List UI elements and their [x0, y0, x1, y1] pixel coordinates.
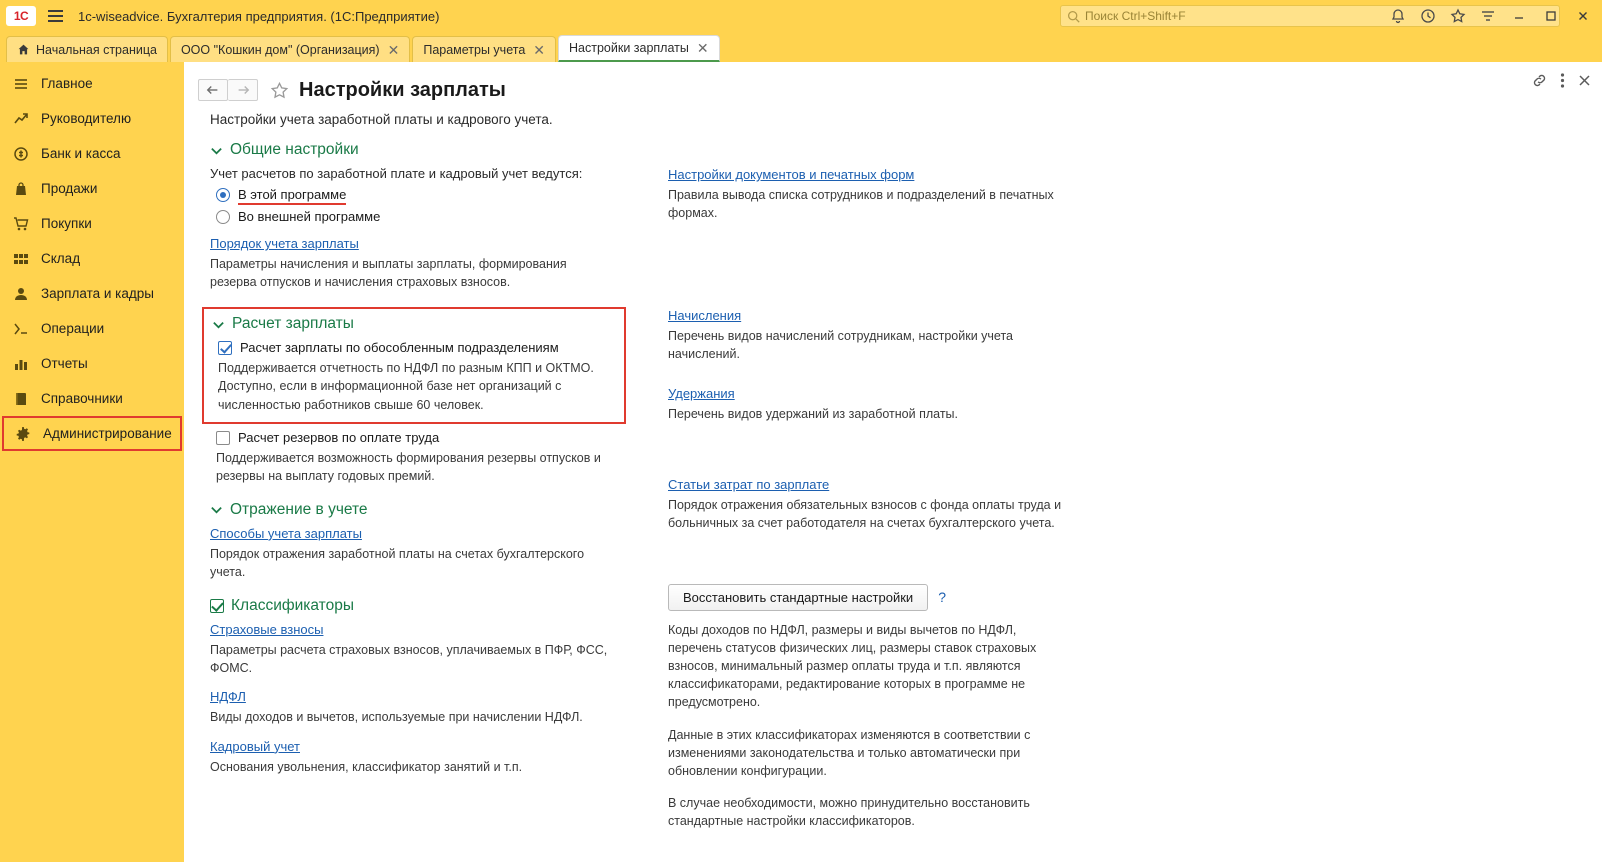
sidebar-item-label: Продажи	[41, 181, 98, 196]
book-icon	[12, 390, 30, 408]
tab-strip	[0, 32, 1602, 62]
radio-in-this-program[interactable]	[216, 187, 646, 205]
search-icon	[1067, 10, 1080, 23]
document-print-settings-description: Правила вывода списка сотрудников и подразделений в печатных формах.	[668, 188, 1054, 221]
content-header	[184, 62, 1602, 106]
chart-up-icon	[12, 110, 30, 128]
grid-icon	[12, 250, 30, 268]
sidebar-item-label: Руководителю	[41, 111, 132, 126]
menu-lines-icon	[12, 75, 30, 93]
back-arrow-icon[interactable]	[198, 79, 228, 101]
home-icon	[17, 43, 30, 56]
tab-close-icon[interactable]: ✕	[533, 41, 546, 58]
separate-divisions-description: Поддерживается отчетность по НДФЛ по разным КПП и ОКТМО. Доступно, если в информационной базе нет организаций с численностью работников свыше 60 человек.	[218, 361, 594, 412]
sidebar-item-purchases[interactable]	[0, 206, 184, 241]
radio-in-external-program[interactable]	[216, 209, 646, 224]
link-hr-accounting[interactable]: Кадровый учет	[210, 738, 300, 754]
more-menu-icon[interactable]	[1560, 72, 1565, 92]
sidebar-item-label: Администрирование	[43, 426, 172, 441]
checkbox-separate-divisions[interactable]	[218, 340, 616, 355]
link-insurance-contributions[interactable]: Страховые взносы	[210, 622, 324, 638]
help-icon[interactable]: ?	[938, 589, 946, 606]
group-general-settings	[210, 141, 646, 291]
group-payroll-header[interactable]	[212, 315, 616, 333]
restore-description-2: Данные в этих классификаторах изменяются в соответствии с изменениями законодательства и только автоматически при обновлении конфигурации.	[668, 727, 1031, 778]
section-restore-defaults	[668, 584, 1116, 830]
gear-icon	[14, 425, 32, 443]
chevron-down-icon	[210, 144, 223, 157]
restore-description-1: Коды доходов по НДФЛ, размеры и виды вычетов по НДФЛ, перечень статусов физических лиц, размеры ставок страховых взносов, минимальный размер оплаты труда и т.п. являются классификаторами, редактирование которых в программе не предусмотрено.	[668, 622, 1037, 710]
sidebar-item-label: Склад	[41, 251, 81, 266]
close-icon[interactable]	[1577, 73, 1592, 91]
ndfl-description: Виды доходов и вычетов, используемые при начислении НДФЛ.	[210, 710, 583, 725]
tab-home[interactable]	[6, 36, 168, 62]
restore-default-settings-button[interactable]: Восстановить стандартные настройки	[668, 584, 928, 611]
forward-arrow-icon[interactable]	[228, 79, 258, 101]
sidebar-item-manager[interactable]	[0, 101, 184, 136]
person-icon	[12, 285, 30, 303]
tab-label: ООО "Кошкин дом" (Организация)	[180, 42, 380, 57]
filter-icon[interactable]	[1474, 2, 1502, 30]
checkbox-labor-reserves[interactable]	[216, 430, 646, 445]
chevron-down-icon	[210, 503, 223, 516]
add-favorite-icon[interactable]	[270, 81, 289, 100]
radio-button-icon	[216, 188, 230, 202]
app-title: 1c-wiseadvice. Бухгалтерия предприятия. (1С:Предприятие)	[78, 8, 440, 24]
sidebar-item-label: Главное	[41, 76, 93, 91]
link-ndfl[interactable]: НДФЛ	[210, 689, 246, 705]
section-accruals	[668, 308, 1116, 363]
salary-cost-items-description: Порядок отражения обязательных взносов с фонда оплаты труда и больничных за счет работодателя на счетах бухгалтерского учета.	[668, 497, 1062, 530]
section-cost-items	[668, 477, 1116, 532]
payroll-highlight-box	[202, 307, 626, 423]
close-icon[interactable]	[1568, 2, 1598, 30]
checkbox-icon	[218, 341, 232, 355]
tab-label: Настройки зарплаты	[569, 41, 689, 55]
accounting-mode-label: Учет расчетов по заработной плате и кадровый учет ведутся:	[210, 166, 583, 181]
bar-chart-icon	[12, 355, 30, 373]
tab-close-icon[interactable]: ✕	[387, 41, 400, 58]
section-deductions	[668, 386, 1116, 423]
titlebar-actions	[1384, 0, 1598, 32]
section-documents-forms	[668, 167, 1116, 222]
link-accruals[interactable]: Начисления	[668, 308, 742, 324]
sidebar-item-main[interactable]	[0, 66, 184, 101]
checkbox-icon	[216, 431, 230, 445]
sidebar-item-label: Зарплата и кадры	[41, 286, 154, 301]
sidebar-item-reports[interactable]	[0, 346, 184, 381]
search-placeholder-text: Поиск Ctrl+Shift+F	[1085, 9, 1186, 23]
sidebar-item-salary-hr[interactable]	[0, 276, 184, 311]
sidebar-item-label: Операции	[41, 321, 105, 336]
link-deductions[interactable]: Удержания	[668, 385, 735, 401]
minimize-icon[interactable]	[1504, 2, 1534, 30]
group-title-label: Классификаторы	[231, 597, 354, 615]
app-body	[0, 62, 1602, 862]
content-area	[184, 62, 1602, 862]
page-subtitle: Настройки учета заработной платы и кадрового учета.	[210, 112, 553, 127]
salary-accounting-methods-description: Порядок отражения заработной платы на счетах бухгалтерского учета.	[210, 546, 585, 579]
group-title-label: Отражение в учете	[230, 500, 368, 518]
payroll-order-description: Параметры начисления и выплаты зарплаты, формирования резерва отпусков и начисления страховых взносов.	[210, 257, 567, 290]
sidebar	[0, 62, 184, 862]
cart-icon	[12, 215, 30, 233]
main-menu-icon[interactable]	[42, 4, 68, 28]
tab-salary-settings[interactable]	[558, 35, 720, 62]
classifiers-checkbox-icon[interactable]	[210, 599, 224, 613]
tab-organization[interactable]	[170, 36, 410, 62]
bag-icon	[12, 180, 30, 198]
deductions-description: Перечень видов удержаний из заработной платы.	[668, 406, 959, 421]
group-payroll-calculation	[210, 307, 646, 485]
link-document-print-settings[interactable]: Настройки документов и печатных форм	[668, 167, 915, 182]
checkbox-label: Расчет резервов по оплате труда	[238, 429, 440, 445]
checkbox-label: Расчет зарплаты по обособленным подразделениям	[240, 340, 559, 356]
page-title: Настройки зарплаты	[299, 78, 506, 101]
group-reflection-header[interactable]	[210, 501, 646, 519]
left-column	[184, 141, 646, 846]
settings-columns	[184, 127, 1602, 846]
sidebar-item-operations[interactable]	[0, 311, 184, 346]
group-title-label: Общие настройки	[230, 141, 359, 158]
chevron-down-icon	[212, 318, 225, 331]
sidebar-item-directories[interactable]	[0, 381, 184, 416]
spacer	[668, 238, 1116, 308]
group-general-header[interactable]	[210, 141, 646, 159]
tab-label: Параметры учета	[423, 42, 526, 57]
radio-label: Во внешней программе	[238, 209, 381, 224]
app-logo: 1C	[6, 6, 36, 26]
ax-icon	[12, 320, 30, 338]
link-icon[interactable]	[1531, 72, 1548, 92]
restore-description-3: В случае необходимости, можно принудительно восстановить стандартные настройки классификаторов.	[668, 795, 1030, 828]
link-payroll-order[interactable]: Порядок учета зарплаты	[210, 236, 359, 251]
insurance-contributions-description: Параметры расчета страховых взносов, уплачиваемых в ПФР, ФСС, ФОМС.	[210, 643, 608, 676]
tab-accounting-params[interactable]	[412, 36, 556, 62]
labor-reserves-description: Поддерживается возможность формирования резервы отпусков и резервы на выплату годовых премий.	[216, 450, 601, 483]
favorites-icon[interactable]	[1444, 2, 1472, 30]
sidebar-item-warehouse[interactable]	[0, 241, 184, 276]
group-classifiers	[210, 597, 646, 776]
sidebar-item-sales[interactable]	[0, 171, 184, 206]
group-accounting-reflection	[210, 501, 646, 581]
sidebar-item-bank-cash[interactable]	[0, 136, 184, 171]
radio-label: В этой программе	[238, 187, 346, 205]
coin-icon	[12, 145, 30, 163]
accruals-description: Перечень видов начислений сотрудникам, настройки учета начислений.	[668, 329, 1014, 362]
right-column	[646, 141, 1116, 846]
group-title-label: Расчет зарплаты	[232, 315, 354, 333]
content-header-actions	[1531, 72, 1592, 92]
radio-button-icon	[216, 210, 230, 224]
sidebar-item-label: Покупки	[41, 216, 92, 231]
tab-close-icon[interactable]: ✕	[696, 40, 709, 56]
tab-label: Начальная страница	[36, 42, 157, 57]
sidebar-item-label: Справочники	[41, 391, 123, 406]
sidebar-item-label: Отчеты	[41, 356, 88, 371]
sidebar-item-label: Банк и касса	[41, 146, 121, 161]
sidebar-item-administration[interactable]	[2, 416, 182, 451]
group-classifiers-header[interactable]	[210, 597, 646, 615]
title-bar	[0, 0, 1602, 32]
link-salary-accounting-methods[interactable]: Способы учета зарплаты	[210, 525, 362, 541]
notifications-icon[interactable]	[1384, 2, 1412, 30]
link-salary-cost-items[interactable]: Статьи затрат по зарплате	[668, 476, 830, 492]
history-icon[interactable]	[1414, 2, 1442, 30]
hr-accounting-description: Основания увольнения, классификатор занятий и т.п.	[210, 759, 523, 774]
maximize-icon[interactable]	[1536, 2, 1566, 30]
